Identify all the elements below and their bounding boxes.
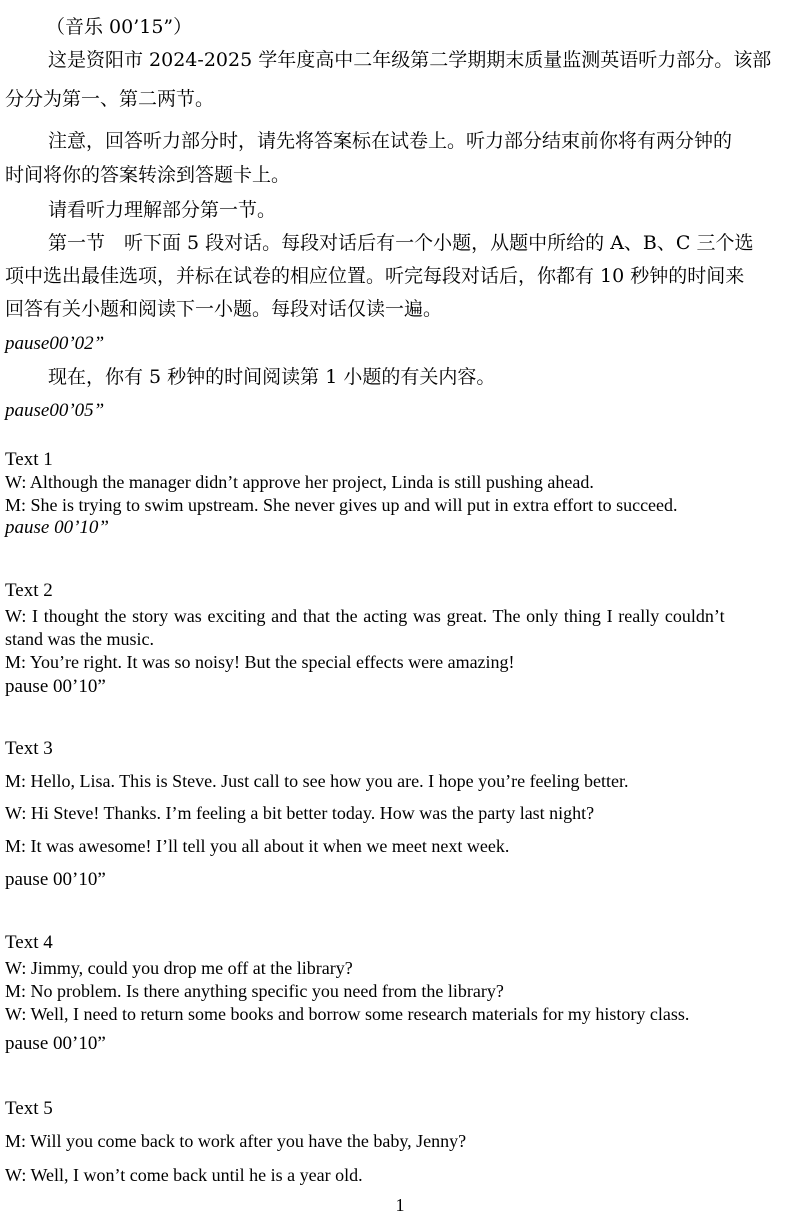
text-title: Text 5 — [5, 1098, 53, 1119]
dialogue-line: M: You’re right. It was so noisy! But the special effects were amazing! — [5, 652, 515, 672]
music-cue: （音乐 00’15”） — [46, 16, 193, 38]
intro-paragraph-1-line-1: 这是资阳市 2024-2025 学年度高中二年级第二学期期末质量监测英语听力部分。该部 — [48, 49, 772, 71]
text-title: Text 4 — [5, 932, 53, 953]
dialogue-line: M: No problem. Is there anything specific you need from the library? — [5, 981, 504, 1001]
dialogue-line: W: Jimmy, could you drop me off at the library? — [5, 958, 353, 978]
text-title: Text 3 — [5, 738, 53, 759]
pause-cue: pause00’05” — [5, 400, 105, 421]
page-number: 1 — [395, 1195, 405, 1215]
section-one-instructions-line-2: 项中选出最佳选项，并标在试卷的相应位置。听完每段对话后，你都有 10 秒钟的时间来 — [5, 265, 745, 287]
section-one-instructions-line-3: 回答有关小题和阅读下一小题。每段对话仅读一遍。 — [5, 298, 443, 320]
dialogue-line: M: It was awesome! I’ll tell you all about it when we meet next week. — [5, 836, 510, 856]
pause-cue: pause 00’10” — [5, 517, 109, 538]
dialogue-line: W: I thought the story was exciting and that the acting was great. The only thing I really couldn’t — [5, 606, 725, 626]
dialogue-line: W: Although the manager didn’t approve her project, Linda is still pushing ahead. — [5, 472, 594, 492]
dialogue-line: W: Well, I won’t come back until he is a year old. — [5, 1165, 363, 1185]
text-title: Text 1 — [5, 449, 53, 470]
dialogue-line: M: Will you come back to work after you have the baby, Jenny? — [5, 1131, 467, 1151]
text-title: Text 2 — [5, 580, 53, 601]
pause-cue: pause 00’10” — [5, 869, 106, 890]
section-one-instructions-line-1: 第一节 听下面 5 段对话。每段对话后有一个小题，从题中所给的 A、B、C 三个选 — [48, 232, 754, 254]
dialogue-line: stand was the music. — [5, 629, 154, 649]
dialogue-line: M: Hello, Lisa. This is Steve. Just call to see how you are. I hope you’re feeling better. — [5, 771, 629, 791]
intro-paragraph-1-line-2: 分分为第一、第二两节。 — [5, 88, 215, 110]
dialogue-line: W: Hi Steve! Thanks. I’m feeling a bit better today. How was the party last night? — [5, 803, 595, 823]
intro-paragraph-2-line-1: 注意，回答听力部分时，请先将答案标在试卷上。听力部分结束前你将有两分钟的 — [48, 130, 733, 152]
dialogue-line: M: She is trying to swim upstream. She never gives up and will put in extra effort to succeed. — [5, 495, 678, 515]
intro-paragraph-3: 请看听力理解部分第一节。 — [48, 199, 277, 221]
reading-time-note: 现在，你有 5 秒钟的时间阅读第 1 小题的有关内容。 — [48, 366, 496, 388]
pause-cue: pause 00’10” — [5, 1033, 106, 1054]
pause-cue: pause00’02” — [5, 333, 105, 354]
pause-cue: pause 00’10” — [5, 676, 106, 697]
intro-paragraph-2-line-2: 时间将你的答案转涂到答题卡上。 — [5, 164, 291, 186]
dialogue-line: W: Well, I need to return some books and borrow some research materials for my history class. — [5, 1004, 690, 1024]
